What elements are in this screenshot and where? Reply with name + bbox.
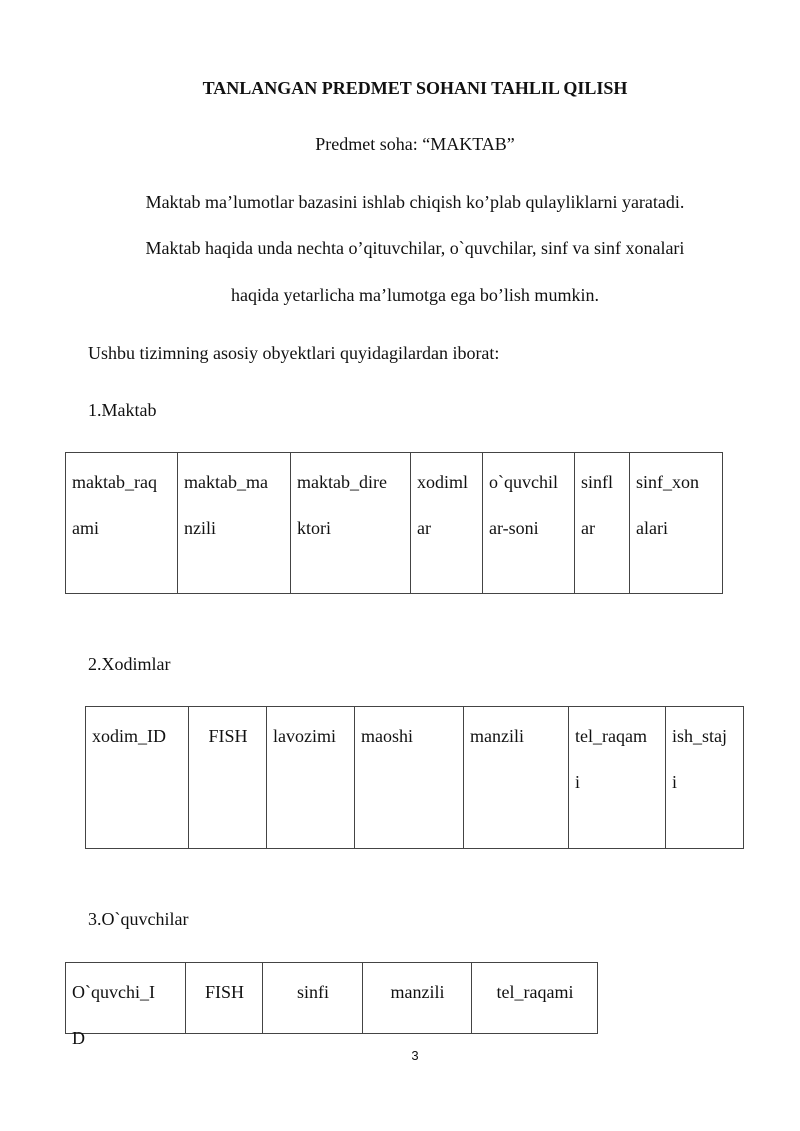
table-header-cell: manzili xyxy=(363,963,472,1033)
table-header-cell: lavozimi xyxy=(267,707,355,848)
paragraph-line-1: Maktab ma’lumotlar bazasini ishlab chiqish ko’plab qulayliklarni yaratadi. xyxy=(145,192,685,212)
table-header-cell: maoshi xyxy=(355,707,464,848)
table-header-cell: FISH xyxy=(186,963,263,1033)
paragraph-line-3: haqida yetarlicha ma’lumotga ega bo’lish mumkin. xyxy=(231,285,599,305)
page-number: 3 xyxy=(411,1048,419,1063)
table-header-cell: sinfi xyxy=(263,963,363,1033)
table-header-cell: FISH xyxy=(189,707,267,848)
section-heading-maktab: 1.Maktab xyxy=(88,400,157,420)
table-header-cell: xodiml ar xyxy=(411,453,483,593)
table-header-cell: tel_raqam i xyxy=(569,707,666,848)
table-header-cell: ish_staj i xyxy=(666,707,744,848)
table-header-cell: tel_raqami xyxy=(472,963,598,1033)
table-header-cell: O`quvchi_I D xyxy=(66,963,186,1033)
table-header-cell: o`quvchil ar-soni xyxy=(483,453,575,593)
table-header-cell: maktab_raq ami xyxy=(66,453,178,593)
table-header-cell: manzili xyxy=(464,707,569,848)
table-header-cell: sinfl ar xyxy=(575,453,630,593)
table-oquvchilar xyxy=(65,962,598,1048)
intro-text: Ushbu tizimning asosiy obyektlari quyidagilardan iborat: xyxy=(88,343,500,363)
table-xodimlar xyxy=(85,706,744,849)
page-title: TANLANGAN PREDMET SOHANI TAHLIL QILISH xyxy=(202,78,628,98)
table-header-cell: maktab_ma nzili xyxy=(178,453,291,593)
table-header-cell: xodim_ID xyxy=(86,707,189,848)
section-heading-oquvchilar: 3.O`quvchilar xyxy=(88,909,189,929)
paragraph-line-2: Maktab haqida unda nechta o’qituvchilar, o`quvchilar, sinf va sinf xonalari xyxy=(145,238,685,258)
section-heading-xodimlar: 2.Xodimlar xyxy=(88,654,171,674)
table-maktab xyxy=(65,452,723,594)
subject-area-label: Predmet soha: “MAKTAB” xyxy=(315,134,515,154)
table-header-cell: maktab_dire ktori xyxy=(291,453,411,593)
table-header-cell: sinf_xon alari xyxy=(630,453,723,593)
